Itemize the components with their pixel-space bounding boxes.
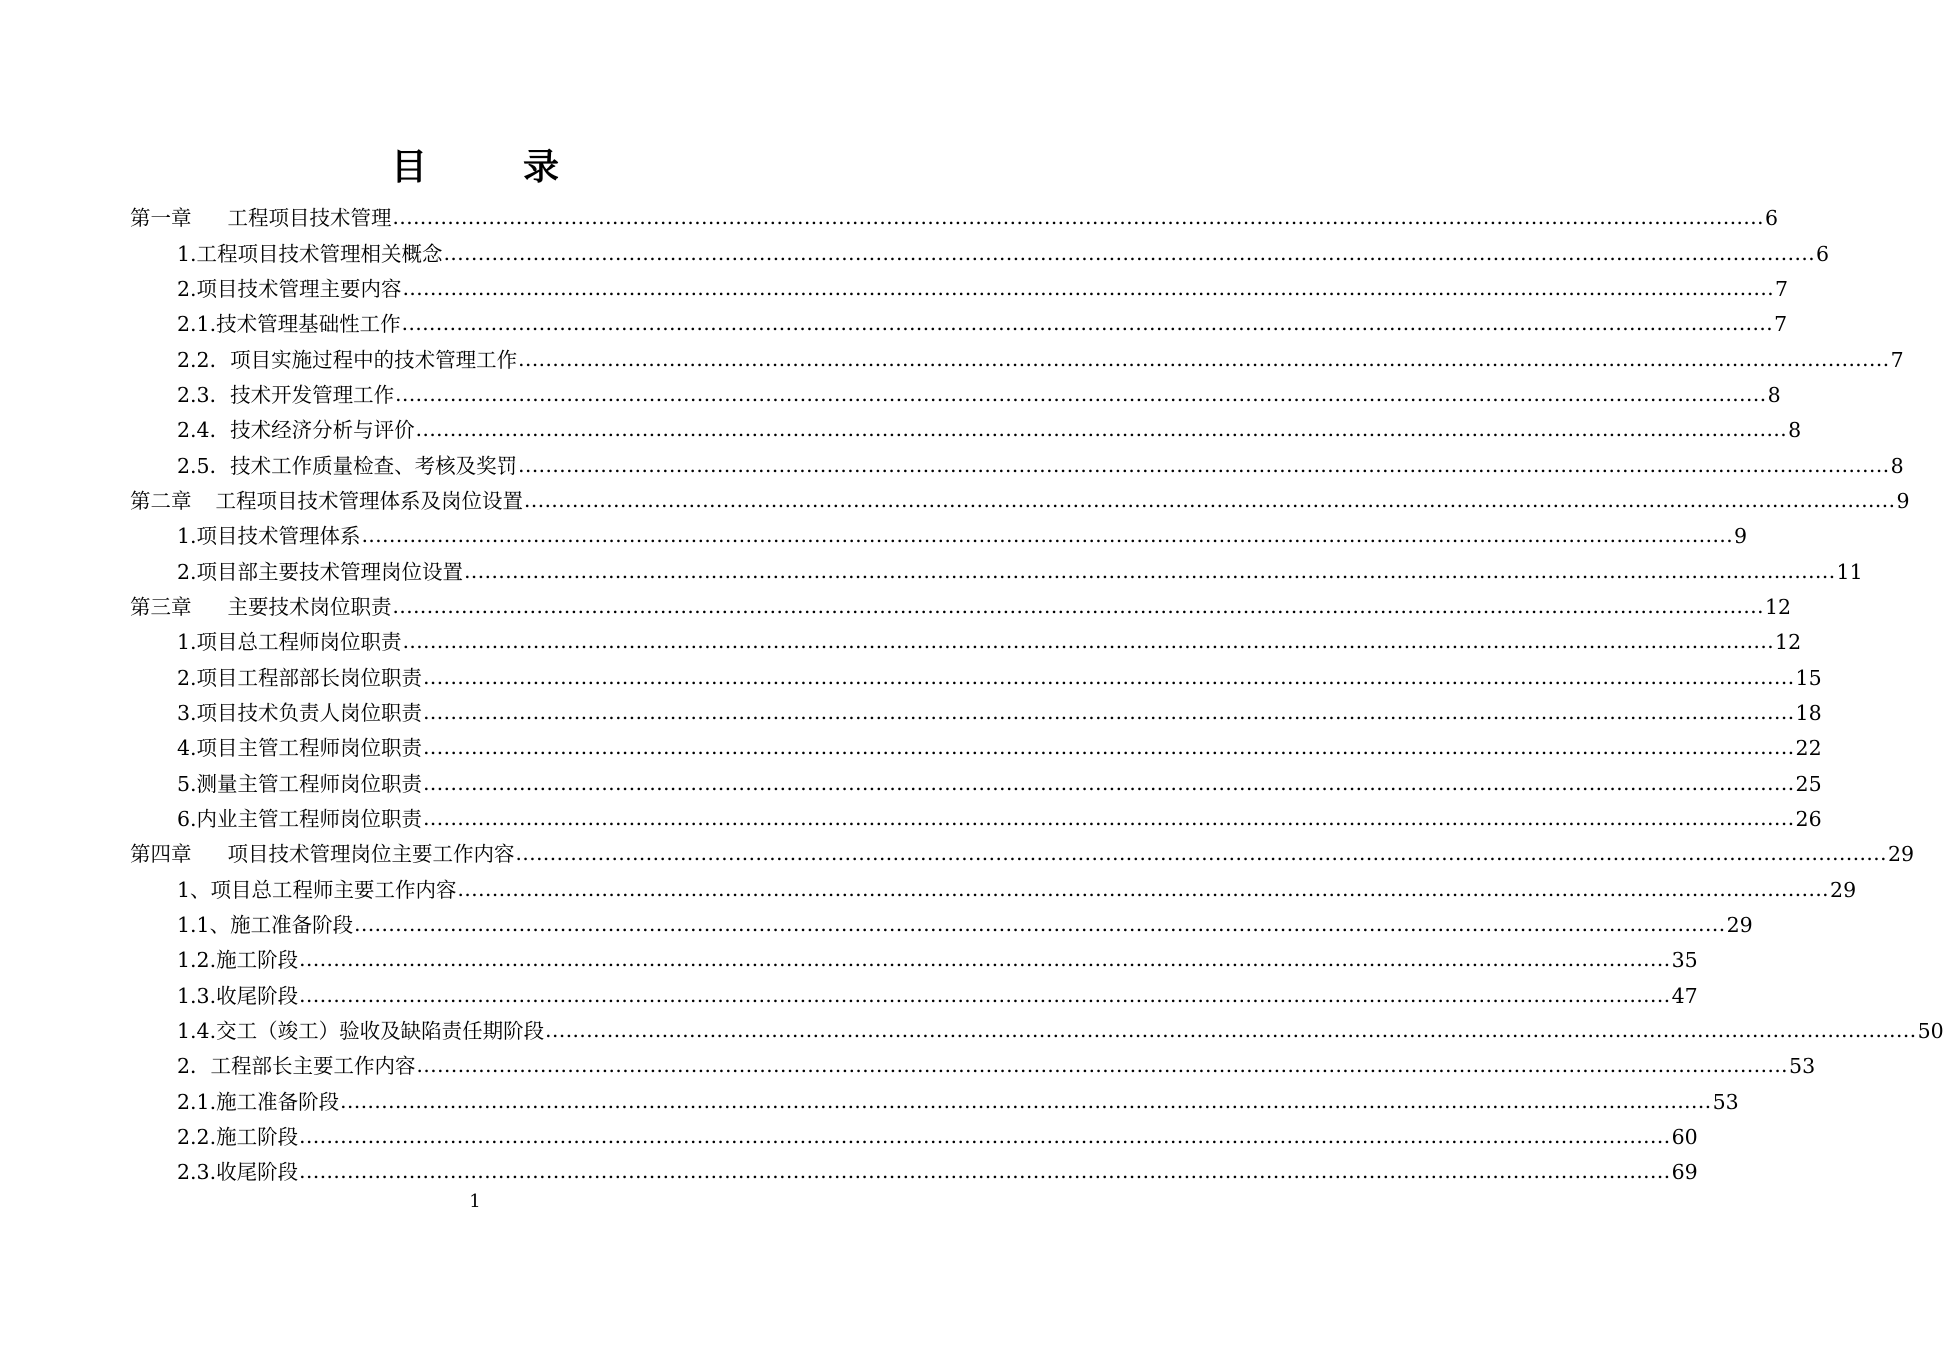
toc-dot-leader: ........................................................................................................................................................................................................ (299, 1159, 1671, 1184)
toc-dot-leader: ........................................................................................................................................................................................................ (402, 275, 1775, 300)
toc-dot-leader: ........................................................................................................................................................................................................ (361, 523, 1734, 548)
toc-entry-title (177, 272, 402, 307)
toc-entry-title (177, 661, 422, 696)
toc-entry-text: 1.2.施工阶段 (177, 948, 299, 973)
toc-entry-title (177, 449, 517, 484)
toc-section-entry[interactable] (0, 1155, 1698, 1190)
toc-chapter-entry[interactable] (0, 590, 1792, 625)
toc-entry-title (177, 343, 517, 378)
toc-entry-text: 5.测量主管工程师岗位职责 (177, 771, 423, 796)
toc-entry-text: 6.内业主管工程师岗位职责 (177, 807, 423, 832)
toc-entry-title (177, 1120, 298, 1155)
toc-dot-leader: ........................................................................................................................................................................................................ (395, 381, 1767, 406)
toc-entry-text: 1.1、施工准备阶段 (177, 913, 354, 938)
toc-dot-leader: ........................................................................................................................................................................................................ (423, 806, 1795, 831)
toc-section-entry[interactable] (0, 625, 1802, 660)
toc-entry-title (177, 625, 402, 660)
toc-entry-title (177, 908, 353, 943)
toc-page-number: 53 (1712, 1089, 1739, 1114)
toc-page-number: 22 (1795, 736, 1822, 761)
page-number: 1 (469, 1191, 481, 1212)
toc-chapter-label: 第一章 (130, 206, 192, 231)
toc-section-entry[interactable] (0, 519, 1748, 554)
toc-dot-leader: ........................................................................................................................................................................................................ (545, 1018, 1917, 1043)
toc-entry-text: 2.1.施工准备阶段 (177, 1089, 340, 1114)
toc-section-entry[interactable] (0, 908, 1753, 943)
toc-entry-text: 项目技术管理岗位主要工作内容 (227, 842, 515, 867)
toc-page-number: 25 (1795, 771, 1822, 796)
toc-dot-leader: ........................................................................................................................................................................................................ (299, 1124, 1671, 1149)
toc-section-entry[interactable] (0, 378, 1781, 413)
toc-dot-leader: ........................................................................................................................................................................................................ (423, 699, 1795, 724)
toc-dot-leader: ........................................................................................................................................................................................................ (392, 205, 1764, 230)
toc-section-entry[interactable] (0, 554, 1863, 589)
toc-page-number: 11 (1836, 559, 1863, 584)
toc-dot-leader: ........................................................................................................................................................................................................ (443, 240, 1816, 265)
toc-page-number: 18 (1795, 700, 1822, 725)
toc-chapter-entry[interactable] (0, 837, 1915, 872)
toc-entry-text: 主要技术岗位职责 (227, 594, 392, 619)
toc-entry-title (177, 307, 401, 342)
toc-entry-title (177, 519, 361, 554)
toc-entry-text: 1、项目总工程师主要工作内容 (177, 877, 457, 902)
toc-entry-text: 1.工程项目技术管理相关概念 (177, 241, 443, 266)
toc-section-entry[interactable] (0, 1014, 1944, 1049)
toc-entry-title (130, 484, 523, 519)
toc-entry-title (130, 201, 392, 236)
toc-entry-text: 1.4.交工（竣工）验收及缺陷责任期阶段 (177, 1019, 545, 1044)
toc-page-number: 53 (1789, 1054, 1816, 1079)
toc-section-entry[interactable] (0, 272, 1789, 307)
toc-entry-text: 1.3.收尾阶段 (177, 983, 299, 1008)
toc-section-entry[interactable] (0, 448, 1904, 483)
toc-section-entry[interactable] (0, 660, 1822, 695)
toc-section-entry[interactable] (0, 1120, 1698, 1155)
toc-chapter-label: 第二章 (130, 488, 192, 513)
toc-dot-leader: ........................................................................................................................................................................................................ (515, 841, 1887, 866)
toc-entry-title (177, 873, 457, 908)
toc-entry-title (177, 1049, 416, 1084)
toc-entry-title (177, 1155, 298, 1190)
toc-entry-title (177, 413, 415, 448)
toc-entry-title (177, 731, 422, 766)
toc-entry-title (130, 590, 392, 625)
toc-dot-leader: ........................................................................................................................................................................................................ (354, 912, 1726, 937)
toc-entry-title (177, 696, 422, 731)
toc-entry-text: 2.2.施工阶段 (177, 1125, 299, 1150)
toc-entry-title (177, 378, 394, 413)
toc-section-entry[interactable] (0, 413, 1802, 448)
toc-section-entry[interactable] (0, 696, 1822, 731)
toc-entry-text: 2．工程部长主要工作内容 (177, 1054, 416, 1079)
toc-section-entry[interactable] (0, 236, 1830, 271)
toc-entry-title (177, 1014, 544, 1049)
toc-entry-text: 2.4．技术经济分析与评价 (177, 418, 415, 443)
toc-section-entry[interactable] (0, 873, 1857, 908)
toc-entry-text: 2.1.技术管理基础性工作 (177, 312, 401, 337)
toc-chapter-label: 第四章 (130, 842, 192, 867)
toc-dot-leader: ........................................................................................................................................................................................................ (423, 770, 1795, 795)
toc-chapter-label: 第三章 (130, 594, 192, 619)
toc-page-number: 6 (1764, 206, 1779, 231)
toc-entry-text: 2.项目部主要技术管理岗位设置 (177, 559, 464, 584)
toc-entry-title (177, 943, 298, 978)
toc-entry-text: 4.项目主管工程师岗位职责 (177, 736, 423, 761)
toc-entry-text: 工程项目技术管理 (227, 206, 392, 231)
toc-dot-leader: ........................................................................................................................................................................................................ (423, 664, 1795, 689)
toc-page-number: 47 (1671, 983, 1698, 1008)
toc-dot-leader: ........................................................................................................................................................................................................ (299, 982, 1671, 1007)
toc-list (0, 201, 1944, 1191)
toc-entry-text: 1.项目技术管理体系 (177, 524, 361, 549)
toc-entry-title (177, 979, 298, 1014)
toc-section-entry[interactable] (0, 802, 1822, 837)
toc-entry-title (177, 802, 422, 837)
toc-page-number: 9 (1896, 488, 1910, 513)
toc-page-number: 12 (1764, 594, 1792, 619)
toc-title: 目 录 (390, 147, 589, 188)
toc-chapter-entry[interactable] (0, 201, 1779, 236)
toc-entry-title (177, 767, 422, 802)
toc-entry-text: 2.2．项目实施过程中的技术管理工作 (177, 347, 518, 372)
toc-entry-text: 2.项目工程部部长岗位职责 (177, 665, 423, 690)
toc-chapter-entry[interactable] (0, 484, 1910, 519)
toc-entry-text: 2.3.收尾阶段 (177, 1160, 299, 1185)
toc-dot-leader: ........................................................................................................................................................................................................ (392, 593, 1764, 618)
toc-page-number: 26 (1795, 807, 1822, 832)
toc-dot-leader: ........................................................................................................................................................................................................ (416, 1053, 1789, 1078)
toc-page-number: 6 (1816, 241, 1830, 266)
toc-page-number: 50 (1917, 1019, 1944, 1044)
toc-entry-text: 工程项目技术管理体系及岗位设置 (215, 488, 523, 513)
toc-dot-leader: ........................................................................................................................................................................................................ (518, 452, 1890, 477)
toc-dot-leader: ........................................................................................................................................................................................................ (457, 876, 1830, 901)
toc-page-number: 69 (1671, 1160, 1698, 1185)
toc-page-number: 8 (1788, 418, 1802, 443)
toc-dot-leader: ........................................................................................................................................................................................................ (299, 947, 1671, 972)
toc-entry-text: 2.3．技术开发管理工作 (177, 382, 395, 407)
toc-entry-text: 1.项目总工程师岗位职责 (177, 630, 402, 655)
toc-dot-leader: ........................................................................................................................................................................................................ (340, 1088, 1712, 1113)
toc-page-number: 7 (1890, 347, 1904, 372)
toc-page-number: 8 (1890, 453, 1904, 478)
toc-dot-leader: ........................................................................................................................................................................................................ (464, 558, 1836, 583)
toc-page-number: 29 (1726, 913, 1753, 938)
toc-entry-text: 2.项目技术管理主要内容 (177, 276, 402, 301)
toc-section-entry[interactable] (0, 1085, 1739, 1120)
toc-page-number: 29 (1887, 842, 1915, 867)
toc-dot-leader: ........................................................................................................................................................................................................ (524, 487, 1896, 512)
toc-section-entry[interactable] (0, 767, 1822, 802)
toc-section-entry[interactable] (0, 1049, 1816, 1084)
toc-dot-leader: ........................................................................................................................................................................................................ (518, 346, 1890, 371)
toc-entry-title (177, 237, 443, 272)
toc-section-entry[interactable] (0, 731, 1822, 766)
toc-page-number: 7 (1774, 312, 1788, 337)
toc-dot-leader: ........................................................................................................................................................................................................ (415, 417, 1788, 442)
toc-entry-title (177, 1085, 339, 1120)
toc-section-entry[interactable] (0, 943, 1698, 978)
toc-page-number: 7 (1775, 276, 1789, 301)
toc-page-number: 29 (1830, 877, 1857, 902)
toc-entry-title (177, 555, 463, 590)
toc-entry-text: 2.5．技术工作质量检查、考核及奖罚 (177, 453, 518, 478)
toc-page-number: 35 (1671, 948, 1698, 973)
toc-section-entry[interactable] (0, 979, 1698, 1014)
toc-dot-leader: ........................................................................................................................................................................................................ (423, 735, 1795, 760)
toc-entry-text: 3.项目技术负责人岗位职责 (177, 700, 423, 725)
toc-page-number: 9 (1734, 524, 1748, 549)
toc-section-entry[interactable] (0, 307, 1788, 342)
toc-page-number: 8 (1767, 382, 1781, 407)
toc-dot-leader: ........................................................................................................................................................................................................ (402, 629, 1775, 654)
toc-dot-leader: ........................................................................................................................................................................................................ (401, 311, 1774, 336)
toc-page-number: 15 (1795, 665, 1822, 690)
toc-entry-title (130, 837, 515, 872)
toc-page-number: 60 (1671, 1125, 1698, 1150)
toc-section-entry[interactable] (0, 342, 1904, 377)
toc-page-number: 12 (1775, 630, 1802, 655)
